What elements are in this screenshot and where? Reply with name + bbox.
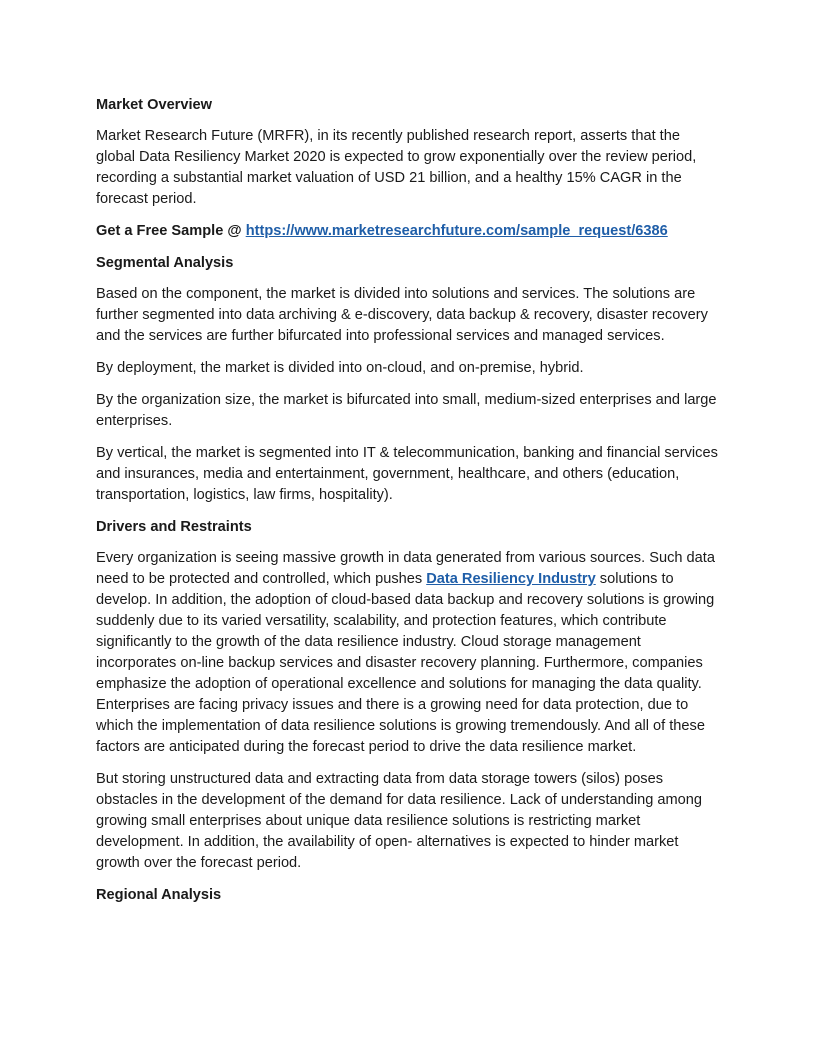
segmental-analysis-heading: Segmental Analysis xyxy=(96,255,234,271)
free-sample-line xyxy=(96,221,720,242)
segmental-component-paragraph: Based on the component, the market is divided into solutions and services. The solutions are further segmented into data archiving & e-discovery, data backup & recovery, disaster recovery and the services are further bifurcated into professional services and managed services. xyxy=(96,286,708,344)
drivers-restraints-heading: Drivers and Restraints xyxy=(96,519,252,535)
restraints-paragraph: But storing unstructured data and extracting data from data storage towers (silos) poses obstacles in the development of the demand for data resilience. Lack of understanding among growing small enterprises about unique data resilience solutions is restricting market development. In addition, the availability of open- alternatives is expected to hinder market growth over the forecast period. xyxy=(96,771,703,871)
segmental-org-size-paragraph: By the organization size, the market is bifurcated into small, medium-sized enterprises and large enterprises. xyxy=(96,392,717,429)
segmental-deployment-paragraph: By deployment, the market is divided into on-cloud, and on-premise, hybrid. xyxy=(96,360,584,376)
free-sample-label: Get a Free Sample @ xyxy=(96,223,246,239)
drivers-text-before-link: Every organization is seeing massive growth in data generated from various sources. Such data need to be protected and controlled, which pushes xyxy=(96,550,715,587)
drivers-text-after-link: solutions to develop. In addition, the adoption of cloud-based data backup and recovery solutions is growing suddenly due to its varied versatility, scalability, and protection features, which contribute significantly to the growth of the data resilience industry. Cloud storage management incorporates on-line backup services and disaster recovery planning. Furthermore, companies emphasize the adoption of operational excellence and solutions for managing the data quality. Enterprises are facing privacy issues and there is a growing need for data protection, due to which the implementation of data resilience solutions is growing tremendously. And all of these factors are anticipated during the forecast period to drive the data resilience market. xyxy=(96,571,715,755)
market-overview-paragraph: Market Research Future (MRFR), in its recently published research report, asserts that the global Data Resiliency Market 2020 is expected to grow exponentially over the review period, recording a substantial market valuation of USD 21 billion, and a healthy 15% CAGR in the forecast period. xyxy=(96,128,697,207)
document-page xyxy=(96,95,720,916)
regional-analysis-heading: Regional Analysis xyxy=(96,887,222,903)
segmental-vertical-paragraph: By vertical, the market is segmented into IT & telecommunication, banking and financial services and insurances, media and entertainment, government, healthcare, and others (education, transportation, logistics, law firms, hospitality). xyxy=(96,445,718,503)
market-overview-heading: Market Overview xyxy=(96,97,213,113)
drivers-paragraph xyxy=(96,548,720,758)
data-resiliency-industry-link[interactable]: Data Resiliency Industry xyxy=(426,571,596,587)
sample-request-link[interactable]: https://www.marketresearchfuture.com/sample_request/6386 xyxy=(245,223,668,239)
